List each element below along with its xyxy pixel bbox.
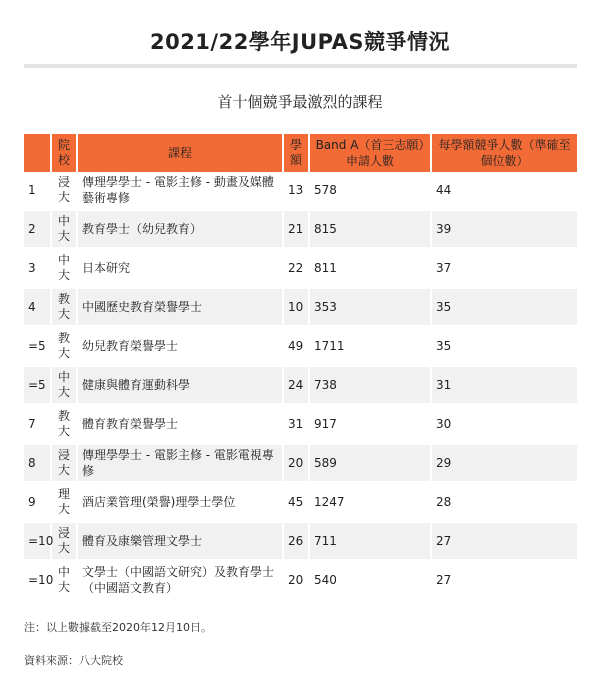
cell-places: 13 bbox=[284, 172, 310, 211]
cell-ratio: 37 bbox=[432, 250, 577, 289]
header-rank bbox=[24, 134, 52, 172]
table-row bbox=[24, 484, 577, 523]
cell-course: 體育及康樂管理文學士 bbox=[78, 523, 284, 562]
cell-places: 20 bbox=[284, 562, 310, 601]
table-row bbox=[24, 211, 577, 250]
cell-course: 體育教育榮譽學士 bbox=[78, 406, 284, 445]
cell-university: 中大 bbox=[52, 562, 78, 601]
table-row bbox=[24, 367, 577, 406]
cell-ratio: 30 bbox=[432, 406, 577, 445]
cell-ratio: 31 bbox=[432, 367, 577, 406]
cell-course: 幼兒教育榮譽學士 bbox=[78, 328, 284, 367]
cell-rank: =10 bbox=[24, 523, 52, 562]
cell-ratio: 44 bbox=[432, 172, 577, 211]
cell-course: 健康與體育運動科學 bbox=[78, 367, 284, 406]
cell-ratio: 28 bbox=[432, 484, 577, 523]
cell-university: 中大 bbox=[52, 367, 78, 406]
cell-course: 傳理學學士 - 電影主修 - 電影電視專修 bbox=[78, 445, 284, 484]
table-header-row bbox=[24, 134, 577, 172]
table-row bbox=[24, 445, 577, 484]
cell-university: 浸大 bbox=[52, 445, 78, 484]
cell-rank: 7 bbox=[24, 406, 52, 445]
cell-places: 20 bbox=[284, 445, 310, 484]
cell-rank: 8 bbox=[24, 445, 52, 484]
cell-places: 45 bbox=[284, 484, 310, 523]
cell-rank: =5 bbox=[24, 367, 52, 406]
cell-university: 中大 bbox=[52, 211, 78, 250]
table-row bbox=[24, 562, 577, 601]
cell-university: 理大 bbox=[52, 484, 78, 523]
table-row bbox=[24, 328, 577, 367]
cell-band-a: 815 bbox=[310, 211, 432, 250]
cell-course: 酒店業管理(榮譽)理學士學位 bbox=[78, 484, 284, 523]
cell-places: 10 bbox=[284, 289, 310, 328]
cell-ratio: 27 bbox=[432, 523, 577, 562]
table-subtitle: 首十個競爭最激烈的課程 bbox=[217, 93, 383, 111]
cell-places: 31 bbox=[284, 406, 310, 445]
header-university: 院校 bbox=[52, 134, 78, 172]
cell-band-a: 353 bbox=[310, 289, 432, 328]
cell-course: 文學士（中國語文研究）及教育學士（中國語文教育） bbox=[78, 562, 284, 601]
header-ratio: 每學額競爭人數（準確至個位數） bbox=[432, 134, 577, 172]
cell-university: 中大 bbox=[52, 250, 78, 289]
cell-university: 教大 bbox=[52, 406, 78, 445]
cell-university: 浸大 bbox=[52, 523, 78, 562]
cell-ratio: 29 bbox=[432, 445, 577, 484]
cell-ratio: 27 bbox=[432, 562, 577, 601]
cell-course: 中國歷史教育榮譽學士 bbox=[78, 289, 284, 328]
cell-rank: =10 bbox=[24, 562, 52, 601]
cell-places: 24 bbox=[284, 367, 310, 406]
table-row bbox=[24, 250, 577, 289]
cell-rank: 2 bbox=[24, 211, 52, 250]
cell-ratio: 35 bbox=[432, 289, 577, 328]
cell-band-a: 1247 bbox=[310, 484, 432, 523]
cell-band-a: 711 bbox=[310, 523, 432, 562]
cell-band-a: 1711 bbox=[310, 328, 432, 367]
cell-rank: 1 bbox=[24, 172, 52, 211]
header-places: 學額 bbox=[284, 134, 310, 172]
cell-ratio: 35 bbox=[432, 328, 577, 367]
cell-band-a: 811 bbox=[310, 250, 432, 289]
cell-course: 日本研究 bbox=[78, 250, 284, 289]
cell-rank: 4 bbox=[24, 289, 52, 328]
cell-band-a: 578 bbox=[310, 172, 432, 211]
competition-table bbox=[24, 134, 577, 601]
cell-university: 教大 bbox=[52, 289, 78, 328]
table-row bbox=[24, 406, 577, 445]
header-course: 課程 bbox=[78, 134, 284, 172]
cell-ratio: 39 bbox=[432, 211, 577, 250]
cell-rank: 9 bbox=[24, 484, 52, 523]
cell-places: 21 bbox=[284, 211, 310, 250]
cell-university: 教大 bbox=[52, 328, 78, 367]
title-divider bbox=[24, 64, 577, 68]
cell-band-a: 540 bbox=[310, 562, 432, 601]
table-row bbox=[24, 289, 577, 328]
cell-places: 26 bbox=[284, 523, 310, 562]
source-note: 資料來源：八大院校 bbox=[24, 654, 123, 667]
cell-course: 傳理學學士 - 電影主修 - 動畫及媒體藝術專修 bbox=[78, 172, 284, 211]
cell-course: 教育學士（幼兒教育） bbox=[78, 211, 284, 250]
cell-university: 浸大 bbox=[52, 172, 78, 211]
cell-band-a: 738 bbox=[310, 367, 432, 406]
table-row bbox=[24, 523, 577, 562]
page-title: 2021/22學年JUPAS競爭情況 bbox=[149, 30, 451, 54]
cell-rank: =5 bbox=[24, 328, 52, 367]
data-date-note: 注：以上數據截至2020年12月10日。 bbox=[24, 621, 212, 634]
table-row bbox=[24, 172, 577, 211]
cell-rank: 3 bbox=[24, 250, 52, 289]
header-band-a: Band A（首三志願）申請人數 bbox=[310, 134, 432, 172]
cell-places: 49 bbox=[284, 328, 310, 367]
cell-places: 22 bbox=[284, 250, 310, 289]
cell-band-a: 589 bbox=[310, 445, 432, 484]
cell-band-a: 917 bbox=[310, 406, 432, 445]
